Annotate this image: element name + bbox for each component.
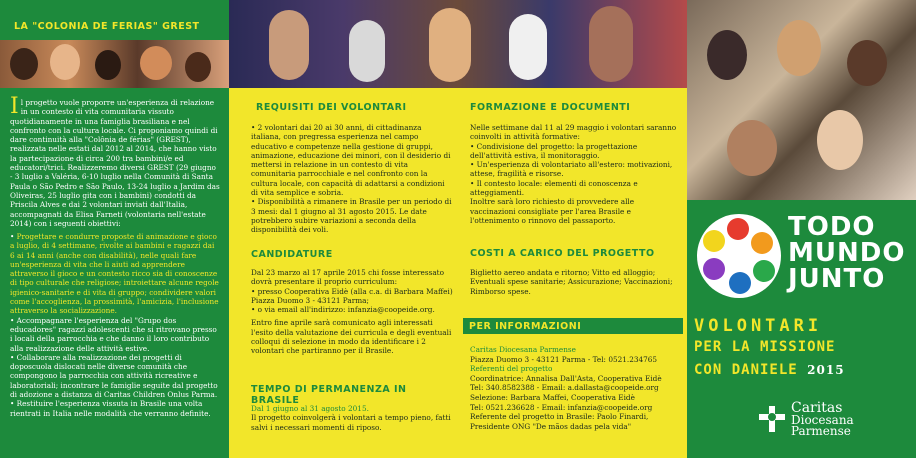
children-photo — [0, 40, 229, 88]
permanenza-text — [251, 404, 453, 432]
requisiti-list — [251, 123, 453, 235]
info-line: Tel: 0521.236628 - Email: infanzia@coopeide.org — [470, 402, 653, 412]
caritas-word: Caritas — [791, 400, 843, 416]
info-line: Referente del progetto in Brasile: Paolo Finardi, — [470, 412, 649, 422]
costi-text: Biglietto aereo andata e ritorno; Vitto ed alloggio; Eventuali spese sanitarie; Assicurazione; Vaccinazioni; Rimborso spese. — [470, 268, 673, 296]
caritas-logo-text — [791, 402, 854, 437]
objective-item: • Collaborare alla realizzazione dei progetti di doposcuola dislocati nelle diverse comunità che compongono la parrocchia con attività ricreative e laboratoriali; incontrare le famiglie seguite dal progetto di adozione a distanza di Caritas Children Onlus Parma. — [10, 352, 218, 400]
candidature-outcome: Entro fine aprile sarà comunicato agli interessati l'esito della valutazione dei curricula e degli eventuali colloqui di selezione in modo da identificare i 2 volontari che partiranno per il Brasile. — [251, 318, 452, 356]
colonia-intro: l progetto vuole proporre un'esperienza di relazione in un contesto di vita comunitaria vissuto quotidianamente in una famiglia brasiliana e nel confronto con la cultura locale. Ci proponiamo quindi di dare continuità alla "Colônia de férias" (GREST), realizzata nelle estati dal 2012 al 2014, che hanno visto la partecipazione di circa 200 tra bambini/e ed educatori/trici. Realizzeremo diversi GREST (29 giugno - 3 luglio a Valéria, 6-10 luglio nella Comunità di Santa Paula o São Pedro e São Paulo, 13-24 luglio a Jardim das Oliveiras, 25 luglio gita con i bambini) condotti da Priscila Alves e dai 2 volontari inviati dall'Italia, accompagnati da Elisa Farneti (volontaria nell'estate 2014) con i seguenti obiettivi: — [10, 98, 220, 228]
cover-photo — [687, 0, 916, 200]
info-line: Selezione: Barbara Maffei, Cooperativa Eidè — [470, 392, 635, 402]
tagline-year: 2015 — [807, 363, 845, 377]
info-line: Referenti del progetto — [470, 364, 553, 374]
info-line: Caritas Diocesana Parmense — [470, 345, 576, 354]
requisiti-item: • 2 volontari dai 20 ai 30 anni, di cittadinanza italiana, con pregressa esperienza nel campo educativo e competenze nella gestione di gruppi, animazione, educazione dei minori, con il desiderio di mettersi in relazione in un contesto di vita comunitaria parrocchiale e nel confronto con la cultura locale, con capacità di adattarsi a condizioni di vita semplice e sobria. — [251, 123, 451, 198]
formazione-text — [470, 123, 680, 225]
info-line: Tel: 340.8582388 - Email: a.dallasta@coopeide.org — [470, 383, 659, 393]
dropcap: I — [10, 94, 19, 119]
formazione-item: • Condivisione del progetto: la progettazione dell'attività estiva, il monitoraggio. — [470, 141, 638, 160]
group-photo-band — [229, 0, 687, 88]
caritas-cross-icon — [757, 404, 787, 434]
costi-heading: COSTI A CARICO DEL PROGETTO — [470, 248, 655, 259]
objective-item: • Accompagnare l'esperienza del "Grupo dos educadores" ragazzi adolescenti che si ritrovano presso i locali della parrocchia e che danno il loro contributo alla realizzazione delle attività estive. — [10, 315, 217, 353]
candidature-heading: CANDIDATURE — [251, 249, 333, 260]
info-heading-box — [463, 318, 683, 334]
panel-requisiti — [229, 88, 458, 458]
candidature-item: • o via email all'indirizzo: infanzia@coopeide.org. — [251, 305, 435, 315]
formazione-intro: Nelle settimane dal 11 al 29 maggio i volontari saranno coinvolti in attività formative: — [470, 123, 677, 142]
panel-colonia — [0, 0, 229, 458]
tagline-line2: PER LA MISSIONE — [694, 339, 836, 355]
permanenza-desc: Il progetto coinvolgerà i volontari a tempo pieno, fatti salvi i necessari momenti di riposo. — [251, 413, 451, 432]
caritas-word: Diocesana — [791, 413, 854, 427]
brand-line: MUNDO — [788, 238, 906, 268]
requisiti-heading: REQUISITI DEI VOLONTARI — [256, 102, 407, 113]
brand-title — [788, 214, 905, 292]
objective-item: • Restituire l'esperienza vissuta in Brasile una volta rientrati in Italia nelle modalità che verranno definite. — [10, 399, 211, 418]
candidature-item: • presso Cooperativa Eidè (alla c.a. di Barbara Maffei) Piazza Duomo 3 - 43121 Parma; — [251, 286, 453, 305]
info-line: Presidente ONG "De mãos dadas pela vida" — [470, 421, 632, 431]
permanenza-date: Dal 1 giugno al 31 agosto 2015. — [251, 404, 369, 413]
objective-item: • Progettare e condurre proposte di animazione e gioco a luglio, di 4 settimane, rivolte ai bambini e ragazzi dai 6 ai 14 anni (anche con disabilità), nelle quali fare un'esperienza di vita che li aiuti ad apprendere attraverso il gioco e un contesto ricco sia di conoscenze di tipo culturale che religiose; introiettare alcune regole igienico-sanitarie e di vita di gruppo; condividere valori come l'accoglienza, la prossimità, l'amicizia, l'inclusione attraverso la socializzazione. — [10, 232, 219, 316]
formazione-item: • Il contesto locale: elementi di conoscenza e atteggiamenti. — [470, 178, 638, 198]
caritas-word: Parmense — [791, 424, 851, 438]
tagline-con-daniele: CON DANIELE — [694, 362, 798, 378]
requisiti-item: • Disponibilità a rimanere in Brasile per un periodo di 3 mesi: dal 1 giugno al 31 agosto 2015. Le date potrebbero subire variazioni a seconda della disponibilità dei voli. — [251, 197, 452, 235]
formazione-item: • Un'esperienza di volontariato all'estero: motivazioni, attese, fragilità e risorse. — [470, 160, 673, 179]
info-line: Coordinatrice: Annalisa Dall'Asta, Cooperativa Eidè — [470, 373, 662, 383]
tagline-line1: VOLONTARI — [694, 316, 823, 336]
colonia-heading: LA "COLONIA DE FERIAS" GREST — [14, 21, 200, 32]
tagline-line3 — [694, 362, 908, 378]
formazione-heading: FORMAZIONE E DOCUMENTI — [470, 102, 631, 113]
colonia-objectives — [10, 232, 220, 418]
colonia-text — [10, 94, 220, 228]
info-lines — [470, 345, 682, 431]
candidature-intro: Dal 23 marzo al 17 aprile 2015 chi fosse interessato dovrà presentare il proprio curriculum: — [251, 268, 445, 287]
brand-line: JUNTO — [788, 264, 886, 294]
formazione-vaccini: Inoltre sarà loro richiesto di provvedere alle vaccinazioni consigliate per l'area Brasile e l'ottenimento o rinnovo del passaporto. — [470, 197, 635, 225]
permanenza-heading: TEMPO DI PERMANENZA IN BRASILE — [251, 384, 407, 406]
candidature-text — [251, 268, 453, 356]
info-line: Piazza Duomo 3 - 43121 Parma - Tel: 0521.234765 — [470, 354, 658, 364]
brand-line: TODO — [788, 212, 876, 242]
info-heading: PER INFORMAZIONI — [469, 321, 582, 332]
